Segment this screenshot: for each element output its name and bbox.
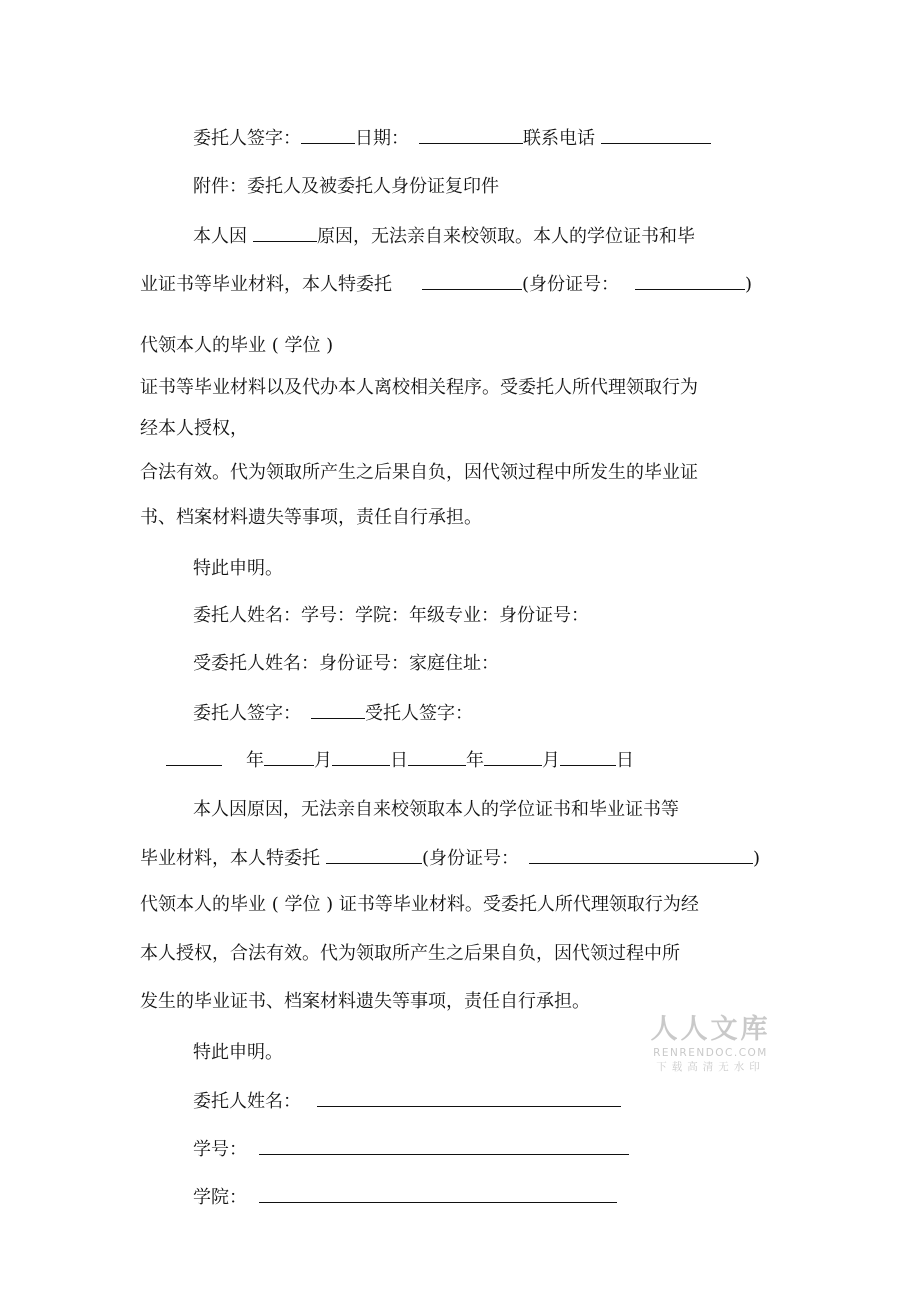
declaration-line: 特此申明。 (193, 558, 283, 579)
watermark-logo: 人人文库 RENRENDOC.COM 下载高清无水印 (650, 1014, 771, 1073)
principal-name-field: 委托人姓名： (193, 1088, 621, 1114)
year-blank (408, 747, 466, 766)
principal-name-blank (317, 1088, 621, 1107)
paragraph-line: 毕业材料，本人特委托 (身份证号： ) (140, 845, 760, 871)
trustee-name-blank (326, 845, 422, 864)
day-blank (560, 747, 616, 766)
signature-blank (301, 125, 355, 144)
paragraph-line: 业证书等毕业材料，本人特委托 (身份证号： ) (140, 271, 752, 297)
declaration-line: 特此申明。 (193, 1042, 283, 1063)
month-blank (264, 747, 314, 766)
college-blank (259, 1184, 617, 1203)
id-number-blank (529, 845, 753, 864)
principal-info-line: 委托人姓名：学号：学院：年级专业：身份证号： (193, 605, 589, 626)
paragraph-line: 证书等毕业材料以及代办本人离校相关程序。受委托人所代理领取行为 (140, 377, 698, 398)
trustee-info-line: 受委托人姓名：身份证号：家庭住址： (193, 653, 499, 674)
date-blank (419, 125, 523, 144)
paragraph-line: 书、档案材料遗失等事项，责任自行承担。 (140, 507, 482, 528)
paragraph-line: 经本人授权， (140, 418, 248, 439)
date-fields-line: 年 月 日 年 月 日 (166, 747, 634, 773)
reason-blank (253, 223, 317, 242)
principal-signature-blank (311, 700, 365, 719)
attachment-line: 附件：委托人及被委托人身份证复印件 (193, 176, 499, 197)
college-field: 学院： (193, 1184, 617, 1210)
id-number-blank (635, 271, 745, 290)
trustee-name-blank (422, 271, 522, 290)
signature-date-line: 委托人签字： 日期： 联系电话 (193, 125, 711, 151)
paragraph-line: 代领本人的毕业 ( 学位 ) 证书等毕业材料。受委托人所代理领取行为经 (140, 894, 699, 915)
month-blank (484, 747, 542, 766)
year-blank (166, 747, 222, 766)
paragraph-line: 发生的毕业证书、档案材料遗失等事项，责任自行承担。 (140, 991, 590, 1012)
paragraph-line: 代领本人的毕业 ( 学位 ) (140, 335, 334, 356)
student-number-field: 学号： (193, 1136, 629, 1162)
paragraph-line: 本人因 原因，无法亲自来校领取。本人的学位证书和毕 (193, 223, 695, 249)
signatures-line: 委托人签字： 受托人签字： (193, 700, 473, 726)
phone-blank (601, 125, 711, 144)
paragraph-line: 合法有效。代为领取所产生之后果自负，因代领过程中所发生的毕业证 (140, 462, 698, 483)
day-blank (332, 747, 390, 766)
paragraph-line: 本人因原因，无法亲自来校领取本人的学位证书和毕业证书等 (193, 799, 679, 820)
student-number-blank (259, 1136, 629, 1155)
paragraph-line: 本人授权，合法有效。代为领取所产生之后果自负，因代领过程中所 (140, 943, 680, 964)
